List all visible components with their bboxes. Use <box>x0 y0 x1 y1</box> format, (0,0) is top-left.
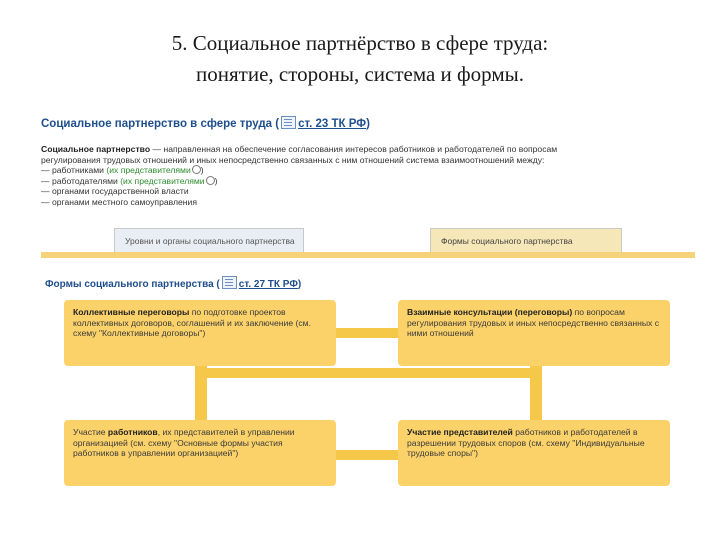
forms-title-suffix: ) <box>297 279 302 290</box>
info-icon[interactable] <box>206 176 215 185</box>
representatives-link[interactable]: (их представителями <box>117 175 205 186</box>
list-item: — органами государственной власти <box>41 186 189 197</box>
document-icon[interactable] <box>222 276 237 289</box>
document-icon[interactable] <box>281 116 296 129</box>
card-employee-participation[interactable]: Участие работников, их представителей в управлении организацией (см. схему "Основные формы участия работников в управлении организацией") <box>64 420 336 486</box>
definition-block <box>41 144 681 208</box>
definition-term: Социальное партнерство <box>41 144 151 154</box>
forms-title-prefix: Формы социального партнерства ( <box>45 279 220 290</box>
card-collective-negotiations[interactable]: Коллективные переговоры по подготовке проектов коллективных договоров, соглашений и их заключение (см. схему "Коллективные договоры") <box>64 300 336 366</box>
section-title-prefix: Социальное партнерство в сфере труда ( <box>41 118 280 130</box>
tab-levels-and-bodies[interactable]: Уровни и органы социального партнерства <box>114 228 304 252</box>
card-dispute-resolution[interactable]: Участие представителей работников и работодателей в разрешении трудовых споров (см. схему "Индивидуальные трудовые споры") <box>398 420 670 486</box>
list-item: — работодателями (их представителями ) <box>41 175 218 186</box>
forms-title <box>45 276 301 290</box>
info-icon[interactable] <box>192 165 201 174</box>
connector-middle-horizontal <box>195 368 542 378</box>
connector-bottom-horizontal <box>336 450 400 460</box>
definition-text-1: — направленная на обеспечение согласования интересов работников и работодателей по вопросам <box>150 144 558 154</box>
representatives-link[interactable]: (их представителями <box>103 165 191 176</box>
slide-title-line1: 5. Социальное партнёрство в сфере труда: <box>171 31 549 55</box>
list-item: — органами местного самоуправления <box>41 196 197 207</box>
slide-title-line2: понятие, стороны, система и формы. <box>196 62 524 86</box>
tab-underline <box>41 252 695 258</box>
section-title <box>41 116 370 130</box>
article-27-link[interactable]: ст. 27 ТК РФ <box>238 279 298 290</box>
connector-top-horizontal <box>336 328 400 338</box>
section-title-suffix: ) <box>366 118 370 130</box>
definition-text-2: регулирования трудовых отношений и иных непосредственно связанных с ним отношений система взаимоотношений между: <box>41 154 545 165</box>
tab-forms[interactable]: Формы социального партнерства <box>430 228 622 252</box>
article-23-link[interactable]: ст. 23 ТК РФ <box>298 118 367 130</box>
slide-title <box>0 28 720 90</box>
card-mutual-consultations[interactable]: Взаимные консультации (переговоры) по вопросам регулирования трудовых и иных непосредственно связанных с ними отношений <box>398 300 670 366</box>
list-item: — работниками (их представителями ) <box>41 165 204 176</box>
